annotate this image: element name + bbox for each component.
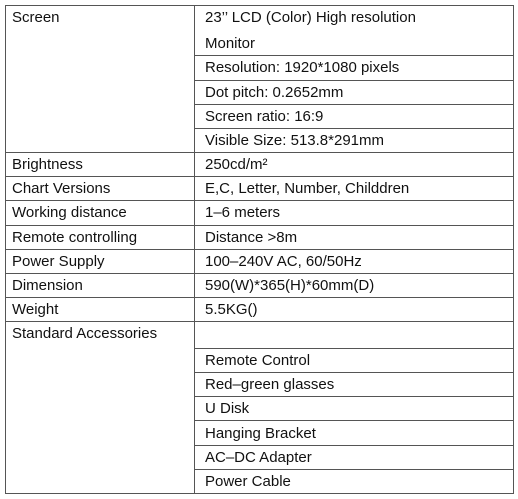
row-value-brightness: 250cd/m² — [195, 153, 514, 177]
table-row — [6, 6, 514, 33]
spec-table — [5, 5, 514, 494]
table-row — [6, 445, 514, 469]
accessory-item: Remote Control — [195, 348, 514, 372]
blank-cell — [6, 421, 195, 445]
row-label-working-distance: Working distance — [6, 201, 195, 225]
row-label-screen: Screen — [6, 6, 195, 33]
table-row — [6, 397, 514, 421]
blank-cell — [6, 397, 195, 421]
table-row — [6, 153, 514, 177]
row-label-accessories: Standard Accessories — [6, 322, 195, 349]
blank-cell — [6, 128, 195, 152]
table-row — [6, 128, 514, 152]
table-row — [6, 201, 514, 225]
table-row — [6, 469, 514, 493]
row-value-weight: 5.5KG() — [195, 298, 514, 322]
table-row — [6, 177, 514, 201]
row-label-weight: Weight — [6, 298, 195, 322]
screen-line-1: 23’’ LCD (Color) High resolution — [195, 6, 514, 33]
table-row — [6, 104, 514, 128]
screen-line-2: Monitor — [195, 32, 514, 56]
blank-cell — [6, 56, 195, 80]
accessory-item: Hanging Bracket — [195, 421, 514, 445]
table-row — [6, 80, 514, 104]
table-row — [6, 32, 514, 56]
screen-visible-size: Visible Size: 513.8*291mm — [195, 128, 514, 152]
blank-cell — [6, 80, 195, 104]
table-row — [6, 273, 514, 297]
blank-cell — [6, 348, 195, 372]
row-value-dimension: 590(W)*365(H)*60mm(D) — [195, 273, 514, 297]
blank-cell — [6, 104, 195, 128]
table-row — [6, 225, 514, 249]
accessory-item: Power Cable — [195, 469, 514, 493]
accessory-item: U Disk — [195, 397, 514, 421]
row-value-remote: Distance >8m — [195, 225, 514, 249]
table-row — [6, 348, 514, 372]
screen-resolution: Resolution: 1920*1080 pixels — [195, 56, 514, 80]
blank-cell — [6, 469, 195, 493]
row-label-power: Power Supply — [6, 249, 195, 273]
table-row — [6, 421, 514, 445]
screen-dot-pitch: Dot pitch: 0.2652mm — [195, 80, 514, 104]
row-value-power: 100–240V AC, 60/50Hz — [195, 249, 514, 273]
row-value-chart-versions: E,C, Letter, Number, Childdren — [195, 177, 514, 201]
table-row — [6, 56, 514, 80]
row-value-working-distance: 1–6 meters — [195, 201, 514, 225]
table-row — [6, 249, 514, 273]
accessory-item: Red–green glasses — [195, 373, 514, 397]
table-row — [6, 373, 514, 397]
blank-cell — [6, 32, 195, 56]
blank-cell — [195, 322, 514, 349]
row-label-dimension: Dimension — [6, 273, 195, 297]
row-label-remote: Remote controlling — [6, 225, 195, 249]
table-row — [6, 298, 514, 322]
accessory-item: AC–DC Adapter — [195, 445, 514, 469]
screen-ratio: Screen ratio: 16:9 — [195, 104, 514, 128]
blank-cell — [6, 445, 195, 469]
row-label-brightness: Brightness — [6, 153, 195, 177]
blank-cell — [6, 373, 195, 397]
row-label-chart-versions: Chart Versions — [6, 177, 195, 201]
table-row — [6, 322, 514, 349]
